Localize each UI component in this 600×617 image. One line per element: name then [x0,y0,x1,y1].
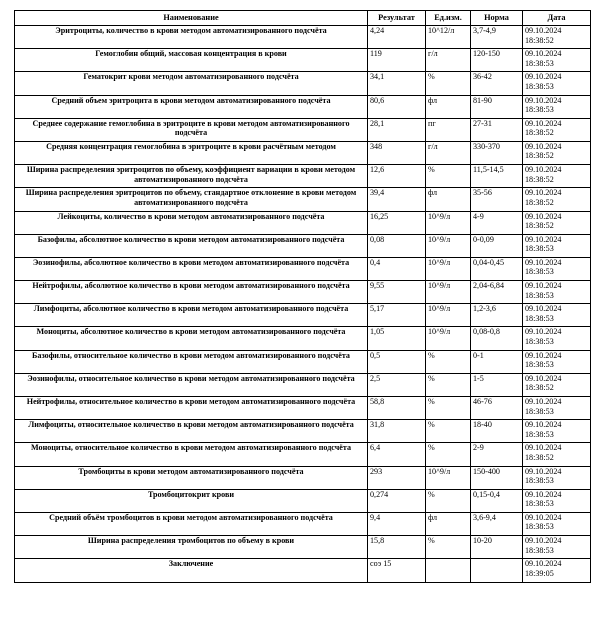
test-name-cell: Моноциты, абсолютное количество в крови методом автоматизированного подсчёта [15,327,368,350]
table-row [15,350,591,373]
result-cell: 4,24 [368,26,426,49]
date-cell: 09.10.2024 18:38:53 [523,95,591,118]
norm-cell: 2,04-6,84 [471,281,523,304]
table-row [15,141,591,164]
result-cell: 39,4 [368,188,426,211]
result-cell: 5,17 [368,304,426,327]
result-cell: 1,05 [368,327,426,350]
date-cell: 09.10.2024 18:38:52 [523,373,591,396]
norm-cell: 0,04-0,45 [471,257,523,280]
norm-cell: 330-370 [471,141,523,164]
table-row [15,304,591,327]
unit-cell: фл [426,512,471,535]
norm-cell: 36-42 [471,72,523,95]
date-cell: 09.10.2024 18:38:53 [523,327,591,350]
unit-cell: % [426,373,471,396]
unit-cell: фл [426,95,471,118]
date-cell: 09.10.2024 18:38:52 [523,26,591,49]
date-cell: 09.10.2024 18:38:53 [523,49,591,72]
unit-cell: пг [426,118,471,141]
table-row [15,281,591,304]
date-cell: 09.10.2024 18:38:53 [523,304,591,327]
date-cell: 09.10.2024 18:38:53 [523,72,591,95]
unit-cell: % [426,489,471,512]
test-name-cell: Ширина распределения тромбоцитов по объему в крови [15,536,368,559]
date-cell: 09.10.2024 18:38:53 [523,466,591,489]
result-cell: 293 [368,466,426,489]
table-row [15,95,591,118]
test-name-cell: Моноциты, относительное количество в крови методом автоматизированного подсчёта [15,443,368,466]
result-cell: 16,25 [368,211,426,234]
date-cell: 09.10.2024 18:38:52 [523,211,591,234]
date-cell: 09.10.2024 18:38:53 [523,489,591,512]
unit-cell: % [426,350,471,373]
unit-cell: 10^9/л [426,466,471,489]
date-cell: 09.10.2024 18:38:53 [523,350,591,373]
table-row [15,26,591,49]
result-cell: 34,1 [368,72,426,95]
norm-cell: 3,7-4,9 [471,26,523,49]
test-name-cell: Заключение [15,559,368,582]
norm-cell: 0-0,09 [471,234,523,257]
result-cell: 28,1 [368,118,426,141]
norm-cell: 0-1 [471,350,523,373]
norm-cell: 150-400 [471,466,523,489]
result-cell: 15,8 [368,536,426,559]
date-cell: 09.10.2024 18:38:52 [523,118,591,141]
table-row [15,234,591,257]
date-cell: 09.10.2024 18:39:05 [523,559,591,582]
test-name-cell: Ширина распределения эритроцитов по объему, стандартное отклонение в крови методом автоматизированного подсчёта [15,188,368,211]
test-name-cell: Лимфоциты, относительное количество в крови методом автоматизированного подсчёта [15,420,368,443]
table-row [15,188,591,211]
unit-cell: фл [426,188,471,211]
table-row [15,466,591,489]
result-cell: 6,4 [368,443,426,466]
table-row [15,536,591,559]
norm-cell: 18-40 [471,420,523,443]
table-row [15,489,591,512]
test-name-cell: Эозинофилы, относительное количество в крови методом автоматизированного подсчёта [15,373,368,396]
unit-cell: % [426,443,471,466]
header-norm: Норма [471,11,523,26]
unit-cell: % [426,536,471,559]
date-cell: 09.10.2024 18:38:52 [523,141,591,164]
norm-cell: 81-90 [471,95,523,118]
date-cell: 09.10.2024 18:38:53 [523,257,591,280]
unit-cell: % [426,165,471,188]
header-unit: Ед.изм. [426,11,471,26]
date-cell: 09.10.2024 18:38:53 [523,397,591,420]
unit-cell: 10^9/л [426,281,471,304]
unit-cell [426,559,471,582]
result-cell: 2,5 [368,373,426,396]
test-name-cell: Лейкоциты, количество в крови методом автоматизированного подсчёта [15,211,368,234]
date-cell: 09.10.2024 18:38:53 [523,512,591,535]
test-name-cell: Нейтрофилы, относительное количество в крови методом автоматизированного подсчёта [15,397,368,420]
norm-cell: 120-150 [471,49,523,72]
norm-cell: 1,2-3,6 [471,304,523,327]
date-cell: 09.10.2024 18:38:53 [523,536,591,559]
norm-cell: 35-56 [471,188,523,211]
test-name-cell: Гемоглобин общий, массовая концентрация в крови [15,49,368,72]
test-name-cell: Тромбоцитокрит крови [15,489,368,512]
test-name-cell: Ширина распределения эритроцитов по объему, коэффициент вариации в крови методом автоматизированного подсчёта [15,165,368,188]
table-row [15,327,591,350]
norm-cell: 2-9 [471,443,523,466]
norm-cell: 10-20 [471,536,523,559]
test-name-cell: Эритроциты, количество в крови методом автоматизированного подсчёта [15,26,368,49]
table-row [15,512,591,535]
test-name-cell: Эозинофилы, абсолютное количество в крови методом автоматизированного подсчёта [15,257,368,280]
test-name-cell: Средняя концентрация гемоглобина в эритроците в крови расчётным методом [15,141,368,164]
table-row [15,257,591,280]
test-name-cell: Среднее содержание гемоглобина в эритроците в крови методом автоматизированного подсчёта [15,118,368,141]
result-cell: 9,4 [368,512,426,535]
table-row [15,211,591,234]
header-result: Результат [368,11,426,26]
table-header-row [15,11,591,26]
result-cell: 12,6 [368,165,426,188]
norm-cell: 3,6-9,4 [471,512,523,535]
unit-cell: % [426,397,471,420]
date-cell: 09.10.2024 18:38:53 [523,281,591,304]
table-row [15,559,591,582]
date-cell: 09.10.2024 18:38:52 [523,165,591,188]
norm-cell [471,559,523,582]
result-cell: 119 [368,49,426,72]
test-name-cell: Тромбоциты в крови методом автоматизированного подсчёта [15,466,368,489]
table-row [15,373,591,396]
norm-cell: 0,15-0,4 [471,489,523,512]
test-name-cell: Гематокрит крови методом автоматизированного подсчёта [15,72,368,95]
table-row [15,49,591,72]
table-row [15,72,591,95]
unit-cell: г/л [426,141,471,164]
test-name-cell: Средний объём тромбоцитов в крови методом автоматизированного подсчёта [15,512,368,535]
result-cell: соэ 15 [368,559,426,582]
test-name-cell: Средний объем эритроцита в крови методом автоматизированного подсчёта [15,95,368,118]
result-cell: 0,4 [368,257,426,280]
table-row [15,420,591,443]
result-cell: 0,274 [368,489,426,512]
norm-cell: 11,5-14,5 [471,165,523,188]
date-cell: 09.10.2024 18:38:53 [523,234,591,257]
header-date: Дата [523,11,591,26]
norm-cell: 4-9 [471,211,523,234]
lab-results-table [14,10,591,583]
test-name-cell: Нейтрофилы, абсолютное количество в крови методом автоматизированного подсчёта [15,281,368,304]
table-row [15,165,591,188]
test-name-cell: Базофилы, абсолютное количество в крови методом автоматизированного подсчёта [15,234,368,257]
norm-cell: 27-31 [471,118,523,141]
unit-cell: 10^12/л [426,26,471,49]
unit-cell: % [426,420,471,443]
unit-cell: г/л [426,49,471,72]
table-row [15,443,591,466]
test-name-cell: Лимфоциты, абсолютное количество в крови методом автоматизированного подсчёта [15,304,368,327]
lab-results-document [14,10,590,583]
unit-cell: 10^9/л [426,257,471,280]
date-cell: 09.10.2024 18:38:52 [523,443,591,466]
result-cell: 0,08 [368,234,426,257]
norm-cell: 1-5 [471,373,523,396]
norm-cell: 0,08-0,8 [471,327,523,350]
unit-cell: 10^9/л [426,211,471,234]
result-cell: 31,8 [368,420,426,443]
norm-cell: 46-76 [471,397,523,420]
result-cell: 9,55 [368,281,426,304]
header-name: Наименование [15,11,368,26]
date-cell: 09.10.2024 18:38:53 [523,420,591,443]
date-cell: 09.10.2024 18:38:52 [523,188,591,211]
unit-cell: 10^9/л [426,234,471,257]
test-name-cell: Базофилы, относительное количество в крови методом автоматизированного подсчёта [15,350,368,373]
unit-cell: 10^9/л [426,304,471,327]
unit-cell: % [426,72,471,95]
result-cell: 0,5 [368,350,426,373]
result-cell: 80,6 [368,95,426,118]
table-row [15,118,591,141]
result-cell: 58,8 [368,397,426,420]
result-cell: 348 [368,141,426,164]
table-row [15,397,591,420]
unit-cell: 10^9/л [426,327,471,350]
